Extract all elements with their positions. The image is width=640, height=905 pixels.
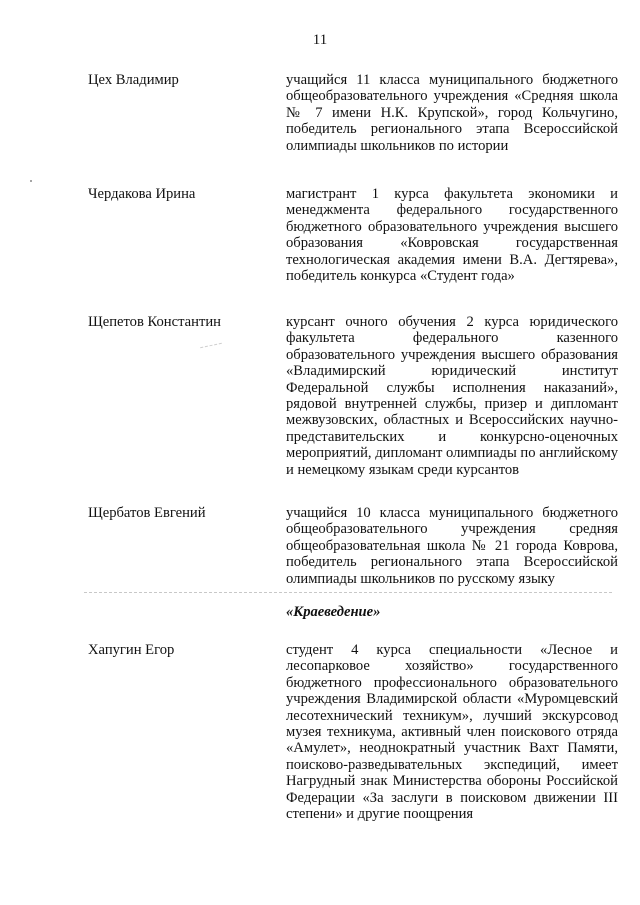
person-name: Щербатов Евгений <box>88 505 206 521</box>
person-name: Щепетов Константин <box>88 314 221 330</box>
person-name: Цех Владимир <box>88 72 179 88</box>
person-description: студент 4 курса специальности «Лесное и лесопарковое хозяйство» государственного бюджетного профессионального образовательного учреждения Владимирской области «Муромцевский лесотехнический техникум», лучший экскурсовод музея техникума, активный член поискового отряда «Амулет», неоднократный участник Вахт Памяти, поисково-разведывательных экспедиций, имеет Нагрудный знак Министерства обороны Российской Федерации «За заслуги в поисковом движении III степени» и другие поощрения <box>286 642 618 823</box>
person-description: учащийся 10 класса муниципального бюджетного общеобразовательного учреждения средняя общеобразовательная школа № 21 города Коврова, победитель регионального этапа Всероссийской олимпиады школьников по русскому языку <box>286 505 618 587</box>
person-description: учащийся 11 класса муниципального бюджетного общеобразовательного учреждения «Средняя школа № 7 имени Н.К. Крупской», город Кольчугино, победитель регионального этапа Всероссийской олимпиады школьников по истории <box>286 72 618 154</box>
person-description: магистрант 1 курса факультета экономики и менеджмента федерального государственного бюджетного образовательного учреждения высшего образования «Ковровская государственная технологическая академия имени В.А. Дегтярева», победитель конкурса «Студент года» <box>286 186 618 285</box>
person-name: Чердакова Ирина <box>88 186 196 202</box>
person-name: Хапугин Егор <box>88 642 175 658</box>
person-description: курсант очного обучения 2 курса юридического факультета федерального казенного образовательного учреждения высшего образования «Владимирский юридический институт Федеральной службы исполнения наказаний», рядовой внутренней службы, призер и дипломант межвузовских, областных и Всероссийских научно-представительских и конкурсно-оценочных мероприятий, дипломант олимпиады по английскому и немецкому языкам среди курсантов <box>286 314 618 478</box>
section-title: «Краеведение» <box>286 604 381 620</box>
scan-artifact-mark <box>200 343 222 349</box>
scan-artifact-dot <box>30 180 32 182</box>
page-number: 11 <box>312 32 328 48</box>
scan-artifact-line <box>84 592 612 593</box>
